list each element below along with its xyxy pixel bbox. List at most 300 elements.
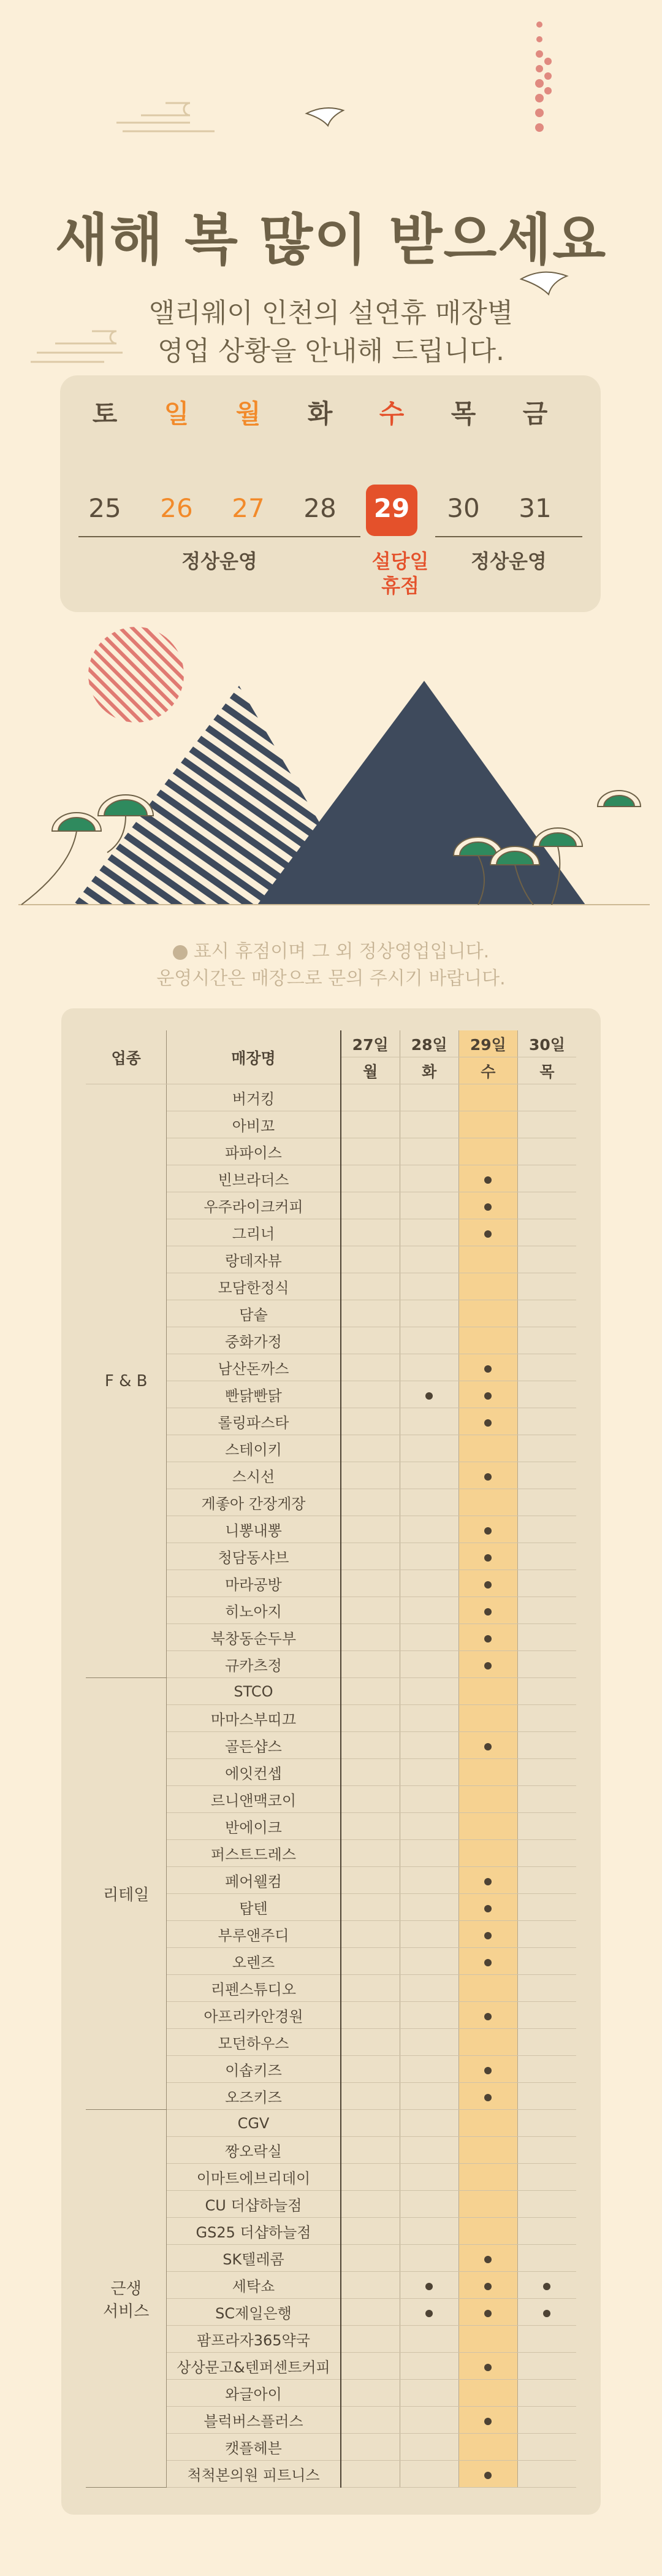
closed-cell bbox=[458, 1192, 517, 1219]
closed-cell bbox=[400, 1624, 458, 1651]
closed-dot-icon bbox=[425, 2310, 433, 2317]
closed-cell bbox=[458, 2272, 517, 2299]
closed-dot-icon bbox=[484, 2418, 492, 2425]
closed-cell bbox=[458, 2461, 517, 2488]
closed-cell bbox=[458, 2299, 517, 2326]
closed-cell bbox=[458, 1111, 517, 1138]
closed-cell bbox=[400, 2272, 458, 2299]
closed-cell bbox=[400, 2299, 458, 2326]
closed-dot-icon bbox=[484, 1581, 492, 1589]
store-name: 파파이스 bbox=[167, 1138, 341, 1165]
closed-cell bbox=[341, 1894, 400, 1921]
closed-dot-icon bbox=[484, 2310, 492, 2317]
closed-cell bbox=[517, 2056, 576, 2083]
store-name: STCO bbox=[167, 1678, 341, 1705]
calendar-dayname-29: 수 bbox=[379, 399, 405, 429]
closed-cell bbox=[341, 1111, 400, 1138]
closed-cell bbox=[458, 1705, 517, 1732]
closed-cell bbox=[400, 2110, 458, 2137]
closed-cell bbox=[517, 1516, 576, 1543]
closed-cell bbox=[400, 1678, 458, 1705]
closed-cell bbox=[458, 1408, 517, 1435]
closed-cell bbox=[400, 1435, 458, 1462]
closed-cell bbox=[517, 1273, 576, 1300]
closed-cell bbox=[400, 1192, 458, 1219]
closed-cell bbox=[341, 2083, 400, 2110]
closed-cell bbox=[458, 1975, 517, 2002]
closed-dot-icon bbox=[484, 2283, 492, 2290]
closed-cell bbox=[517, 1435, 576, 1462]
closed-cell bbox=[341, 2164, 400, 2191]
closed-cell bbox=[341, 1219, 400, 1246]
subtitle-line-1: 앨리웨이 인천의 설연휴 매장별 bbox=[148, 297, 514, 329]
closed-cell bbox=[458, 1570, 517, 1597]
category-cell: F & B bbox=[86, 1084, 167, 1678]
closed-cell bbox=[517, 1381, 576, 1408]
closed-cell bbox=[341, 1570, 400, 1597]
closed-dot-icon bbox=[484, 1608, 492, 1616]
store-name: 스테이키 bbox=[167, 1435, 341, 1462]
closed-cell bbox=[341, 1597, 400, 1624]
closed-cell bbox=[517, 1705, 576, 1732]
closed-cell bbox=[458, 1300, 517, 1327]
header-date-30: 30일 bbox=[517, 1030, 576, 1057]
store-name: 캣플헤븐 bbox=[167, 2434, 341, 2461]
closed-cell bbox=[341, 2434, 400, 2461]
closed-cell bbox=[458, 2326, 517, 2353]
closed-cell bbox=[400, 1408, 458, 1435]
closed-dot-icon bbox=[484, 1932, 492, 1939]
header-date-29: 29일 bbox=[458, 1030, 517, 1057]
store-name: 롤링파스타 bbox=[167, 1408, 341, 1435]
category-cell: 근생 서비스 bbox=[86, 2110, 167, 2488]
closed-cell bbox=[517, 2272, 576, 2299]
closed-cell bbox=[517, 2164, 576, 2191]
store-name: 와글아이 bbox=[167, 2380, 341, 2407]
closed-cell bbox=[400, 1651, 458, 1678]
store-name: 팜프라자365약국 bbox=[167, 2326, 341, 2353]
closed-cell bbox=[400, 2137, 458, 2164]
closed-cell bbox=[400, 1570, 458, 1597]
closed-cell bbox=[458, 1786, 517, 1813]
notice-line-1 bbox=[0, 938, 662, 965]
closed-dot-icon bbox=[173, 945, 188, 960]
closed-cell bbox=[341, 1759, 400, 1786]
closed-cell bbox=[400, 1948, 458, 1975]
closed-cell bbox=[458, 1759, 517, 1786]
closed-cell bbox=[341, 2056, 400, 2083]
closed-cell bbox=[458, 1921, 517, 1948]
closed-cell bbox=[458, 2164, 517, 2191]
closed-cell bbox=[341, 1975, 400, 2002]
closed-cell bbox=[458, 1138, 517, 1165]
closed-dot-icon bbox=[484, 2256, 492, 2263]
closed-cell bbox=[458, 1246, 517, 1273]
store-name: 세탁쇼 bbox=[167, 2272, 341, 2299]
table-body bbox=[86, 1084, 576, 2488]
table-row bbox=[86, 1084, 576, 1111]
calendar-date-27: 27 bbox=[232, 493, 265, 523]
closed-cell bbox=[341, 1300, 400, 1327]
closed-cell bbox=[341, 1921, 400, 1948]
closed-cell bbox=[341, 1165, 400, 1192]
closed-cell bbox=[517, 2245, 576, 2272]
closed-cell bbox=[400, 2380, 458, 2407]
closed-cell bbox=[517, 1948, 576, 1975]
closed-cell bbox=[400, 1867, 458, 1894]
closed-cell bbox=[517, 1813, 576, 1840]
store-name: 니뽕내뽕 bbox=[167, 1516, 341, 1543]
closed-cell bbox=[400, 2326, 458, 2353]
store-schedule-table bbox=[86, 1030, 576, 2488]
calendar-date-31: 31 bbox=[519, 493, 552, 523]
closed-cell bbox=[341, 2002, 400, 2029]
closed-cell bbox=[458, 2029, 517, 2056]
closed-cell bbox=[400, 1138, 458, 1165]
closed-cell bbox=[517, 1111, 576, 1138]
closed-cell bbox=[458, 1165, 517, 1192]
closed-dot-icon bbox=[484, 1743, 492, 1750]
closed-cell bbox=[458, 2002, 517, 2029]
calendar-date-28: 28 bbox=[303, 493, 337, 523]
closed-cell bbox=[400, 1759, 458, 1786]
closed-cell bbox=[400, 1327, 458, 1354]
store-name: 퍼스트드레스 bbox=[167, 1840, 341, 1867]
closed-cell bbox=[458, 1273, 517, 1300]
closed-cell bbox=[341, 2461, 400, 2488]
closed-cell bbox=[341, 1138, 400, 1165]
closed-cell bbox=[458, 2191, 517, 2218]
closed-cell bbox=[341, 1786, 400, 1813]
closed-dot-icon bbox=[484, 1203, 492, 1211]
header-weekday-tue: 화 bbox=[400, 1057, 458, 1084]
closed-cell bbox=[341, 1489, 400, 1516]
table-header-dates bbox=[86, 1030, 576, 1057]
closed-cell bbox=[517, 1192, 576, 1219]
store-name: 모담한정식 bbox=[167, 1273, 341, 1300]
closed-cell bbox=[458, 1678, 517, 1705]
closed-cell bbox=[341, 1543, 400, 1570]
closed-cell bbox=[458, 1489, 517, 1516]
closed-cell bbox=[517, 1543, 576, 1570]
closed-cell bbox=[400, 1516, 458, 1543]
closed-cell bbox=[517, 2191, 576, 2218]
closed-cell bbox=[517, 1084, 576, 1111]
store-name: 빈브라더스 bbox=[167, 1165, 341, 1192]
closed-cell bbox=[517, 1489, 576, 1516]
store-name: 척척본의원 피트니스 bbox=[167, 2461, 341, 2488]
closed-cell bbox=[400, 2029, 458, 2056]
subtitle-line-2: 영업 상황을 안내해 드립니다. bbox=[158, 335, 504, 367]
closed-cell bbox=[341, 2137, 400, 2164]
closed-cell bbox=[517, 1894, 576, 1921]
store-name: 담솥 bbox=[167, 1300, 341, 1327]
closed-cell bbox=[458, 1624, 517, 1651]
closed-cell bbox=[517, 2326, 576, 2353]
closed-cell bbox=[517, 2461, 576, 2488]
store-name: 마라공방 bbox=[167, 1570, 341, 1597]
store-name: 오즈키즈 bbox=[167, 2083, 341, 2110]
closed-cell bbox=[400, 1084, 458, 1111]
closed-cell bbox=[400, 2191, 458, 2218]
store-name: 모던하우스 bbox=[167, 2029, 341, 2056]
closed-cell bbox=[458, 1840, 517, 1867]
calendar-line-left bbox=[78, 536, 360, 537]
closed-cell bbox=[458, 2056, 517, 2083]
closed-cell bbox=[400, 1705, 458, 1732]
store-name: 히노아지 bbox=[167, 1597, 341, 1624]
closed-cell bbox=[458, 2110, 517, 2137]
store-name: 이솝키즈 bbox=[167, 2056, 341, 2083]
store-name: CGV bbox=[167, 2110, 341, 2137]
closed-cell bbox=[400, 1840, 458, 1867]
closed-cell bbox=[458, 2137, 517, 2164]
store-name: 르니앤맥코이 bbox=[167, 1786, 341, 1813]
store-name: 오렌즈 bbox=[167, 1948, 341, 1975]
closed-cell bbox=[400, 1975, 458, 2002]
closed-cell bbox=[517, 1570, 576, 1597]
closed-cell bbox=[400, 1921, 458, 1948]
notice-line-1-text: 표시 휴점이며 그 외 정상영업입니다. bbox=[193, 941, 490, 962]
page-subtitle bbox=[0, 294, 662, 370]
closed-cell bbox=[517, 2380, 576, 2407]
closed-cell bbox=[341, 1273, 400, 1300]
closed-cell bbox=[400, 1597, 458, 1624]
closed-cell bbox=[400, 2083, 458, 2110]
closed-cell bbox=[400, 1732, 458, 1759]
store-name: 청담동샤브 bbox=[167, 1543, 341, 1570]
closed-cell bbox=[517, 1759, 576, 1786]
closed-cell bbox=[458, 1597, 517, 1624]
calendar-dayname-30: 목 bbox=[451, 399, 476, 429]
mountain-illustration bbox=[0, 619, 662, 914]
closed-cell bbox=[400, 2245, 458, 2272]
closed-cell bbox=[517, 2083, 576, 2110]
calendar-date-25: 25 bbox=[88, 493, 121, 523]
store-name: 리펜스튜디오 bbox=[167, 1975, 341, 2002]
closed-cell bbox=[400, 1489, 458, 1516]
closed-cell bbox=[458, 2407, 517, 2434]
closed-cell bbox=[341, 1192, 400, 1219]
store-name: 에잇컨셉 bbox=[167, 1759, 341, 1786]
closed-cell bbox=[517, 1975, 576, 2002]
closed-cell bbox=[458, 2353, 517, 2380]
closed-cell bbox=[400, 2434, 458, 2461]
closed-cell bbox=[400, 1300, 458, 1327]
closed-cell bbox=[517, 2002, 576, 2029]
closed-dot-icon bbox=[425, 1392, 433, 1400]
closed-cell bbox=[341, 1840, 400, 1867]
calendar-date-29: 29 bbox=[373, 493, 410, 523]
closed-cell bbox=[341, 2299, 400, 2326]
closed-cell bbox=[400, 2002, 458, 2029]
store-name: 상상문고&텐퍼센트커피 bbox=[167, 2353, 341, 2380]
closed-cell bbox=[458, 1732, 517, 1759]
store-name: 탑텐 bbox=[167, 1894, 341, 1921]
closed-cell bbox=[517, 1678, 576, 1705]
store-name: 반에이크 bbox=[167, 1813, 341, 1840]
store-name: 규카츠정 bbox=[167, 1651, 341, 1678]
closed-cell bbox=[341, 1867, 400, 1894]
store-name: 짱오락실 bbox=[167, 2137, 341, 2164]
store-name: 남산돈까스 bbox=[167, 1354, 341, 1381]
closed-dot-icon bbox=[484, 2067, 492, 2074]
closed-dot-icon bbox=[484, 1419, 492, 1427]
closed-cell bbox=[341, 1732, 400, 1759]
header-date-27: 27일 bbox=[341, 1030, 400, 1057]
header-weekday-thu: 목 bbox=[517, 1057, 576, 1084]
closed-cell bbox=[400, 2218, 458, 2245]
store-name: 부루앤주디 bbox=[167, 1921, 341, 1948]
closed-dot-icon bbox=[484, 1230, 492, 1238]
notice-line-2: 운영시간은 매장으로 문의 주시기 바랍니다. bbox=[156, 968, 506, 989]
table-row bbox=[86, 1678, 576, 1705]
closed-dot-icon bbox=[425, 2283, 433, 2290]
calendar-dayname-26: 일 bbox=[164, 399, 189, 429]
closed-dot-icon bbox=[484, 1527, 492, 1535]
closed-dot-icon bbox=[484, 1473, 492, 1481]
header-weekday-mon: 월 bbox=[341, 1057, 400, 1084]
store-name: GS25 더샵하늘점 bbox=[167, 2218, 341, 2245]
closed-cell bbox=[517, 1651, 576, 1678]
closed-cell bbox=[400, 1381, 458, 1408]
closed-cell bbox=[517, 1219, 576, 1246]
store-name: 북창동순두부 bbox=[167, 1624, 341, 1651]
closed-dot-icon bbox=[484, 1959, 492, 1966]
closed-cell bbox=[341, 1678, 400, 1705]
closed-cell bbox=[341, 1327, 400, 1354]
closed-cell bbox=[458, 2245, 517, 2272]
closed-cell bbox=[341, 1948, 400, 1975]
closed-cell bbox=[458, 1435, 517, 1462]
closed-cell bbox=[517, 2299, 576, 2326]
store-name: 우주라이크커피 bbox=[167, 1192, 341, 1219]
store-name: 페어웰컴 bbox=[167, 1867, 341, 1894]
closed-dot-icon bbox=[484, 1635, 492, 1643]
holiday-calendar bbox=[60, 375, 601, 612]
closed-cell bbox=[458, 1813, 517, 1840]
closed-cell bbox=[458, 1219, 517, 1246]
closed-cell bbox=[517, 1840, 576, 1867]
calendar-dayname-31: 금 bbox=[522, 399, 548, 429]
store-name: 랑데자뷰 bbox=[167, 1246, 341, 1273]
store-name: 그리너 bbox=[167, 1219, 341, 1246]
store-name: 아프리카안경원 bbox=[167, 2002, 341, 2029]
closed-cell bbox=[458, 1948, 517, 1975]
closed-cell bbox=[341, 2110, 400, 2137]
store-name: 아비꼬 bbox=[167, 1111, 341, 1138]
closed-cell bbox=[400, 1111, 458, 1138]
closed-dot-icon bbox=[543, 2283, 550, 2290]
closed-cell bbox=[400, 1219, 458, 1246]
closed-cell bbox=[341, 2272, 400, 2299]
closed-cell bbox=[341, 2326, 400, 2353]
closed-cell bbox=[341, 2191, 400, 2218]
calendar-label-mid-2: 휴점 bbox=[381, 574, 419, 597]
store-name: CU 더샵하늘점 bbox=[167, 2191, 341, 2218]
closed-cell bbox=[517, 1165, 576, 1192]
closed-cell bbox=[400, 2353, 458, 2380]
closed-cell bbox=[341, 1651, 400, 1678]
closed-cell bbox=[517, 2407, 576, 2434]
closed-cell bbox=[458, 1462, 517, 1489]
closed-cell bbox=[341, 2380, 400, 2407]
closed-cell bbox=[400, 1354, 458, 1381]
closed-cell bbox=[517, 1408, 576, 1435]
closed-cell bbox=[517, 1462, 576, 1489]
closed-dot-icon bbox=[484, 1176, 492, 1184]
closed-cell bbox=[341, 2029, 400, 2056]
header-weekday-wed: 수 bbox=[458, 1057, 517, 1084]
closed-cell bbox=[517, 1624, 576, 1651]
closed-cell bbox=[341, 1408, 400, 1435]
calendar-line-right bbox=[435, 536, 582, 537]
closed-cell bbox=[341, 2353, 400, 2380]
closed-cell bbox=[400, 1246, 458, 1273]
closed-cell bbox=[341, 1624, 400, 1651]
closed-cell bbox=[458, 1651, 517, 1678]
closed-cell bbox=[341, 1246, 400, 1273]
closed-cell bbox=[458, 1084, 517, 1111]
closed-dot-icon bbox=[484, 1392, 492, 1400]
closed-cell bbox=[341, 2407, 400, 2434]
closed-cell bbox=[458, 2083, 517, 2110]
store-name: 이마트에브리데이 bbox=[167, 2164, 341, 2191]
category-cell: 리테일 bbox=[86, 1678, 167, 2110]
closed-cell bbox=[400, 2056, 458, 2083]
page-title: 새해 복 많이 받으세요 bbox=[55, 208, 607, 272]
closed-cell bbox=[517, 1354, 576, 1381]
notice-text bbox=[0, 938, 662, 992]
store-name: 마마스부띠끄 bbox=[167, 1705, 341, 1732]
closed-cell bbox=[400, 1813, 458, 1840]
closed-cell bbox=[517, 2218, 576, 2245]
closed-cell bbox=[517, 1867, 576, 1894]
closed-cell bbox=[458, 2434, 517, 2461]
store-name: SK텔레콤 bbox=[167, 2245, 341, 2272]
closed-dot-icon bbox=[484, 1365, 492, 1373]
store-name: 빤닭빤닭 bbox=[167, 1381, 341, 1408]
calendar-label-right: 정상운영 bbox=[471, 550, 547, 573]
closed-cell bbox=[341, 1705, 400, 1732]
closed-dot-icon bbox=[484, 2472, 492, 2479]
header-store: 매장명 bbox=[167, 1030, 341, 1084]
calendar-dayname-25: 토 bbox=[92, 399, 118, 429]
closed-dot-icon bbox=[484, 1878, 492, 1885]
closed-cell bbox=[341, 1516, 400, 1543]
closed-cell bbox=[341, 1084, 400, 1111]
closed-cell bbox=[341, 1813, 400, 1840]
closed-cell bbox=[341, 2218, 400, 2245]
closed-cell bbox=[400, 1894, 458, 1921]
closed-cell bbox=[517, 1300, 576, 1327]
header-category: 업종 bbox=[86, 1030, 167, 1084]
closed-dot-icon bbox=[484, 2094, 492, 2101]
closed-dot-icon bbox=[484, 1662, 492, 1669]
store-name: 블럭버스플러스 bbox=[167, 2407, 341, 2434]
closed-cell bbox=[517, 2434, 576, 2461]
store-name: 게좋아 간장게장 bbox=[167, 1489, 341, 1516]
closed-cell bbox=[400, 1543, 458, 1570]
closed-cell bbox=[517, 1786, 576, 1813]
closed-cell bbox=[517, 2029, 576, 2056]
calendar-dayname-27: 월 bbox=[235, 399, 261, 429]
closed-cell bbox=[517, 1921, 576, 1948]
closed-cell bbox=[458, 2218, 517, 2245]
closed-cell bbox=[400, 2407, 458, 2434]
closed-cell bbox=[458, 1516, 517, 1543]
closed-dot-icon bbox=[484, 1905, 492, 1912]
